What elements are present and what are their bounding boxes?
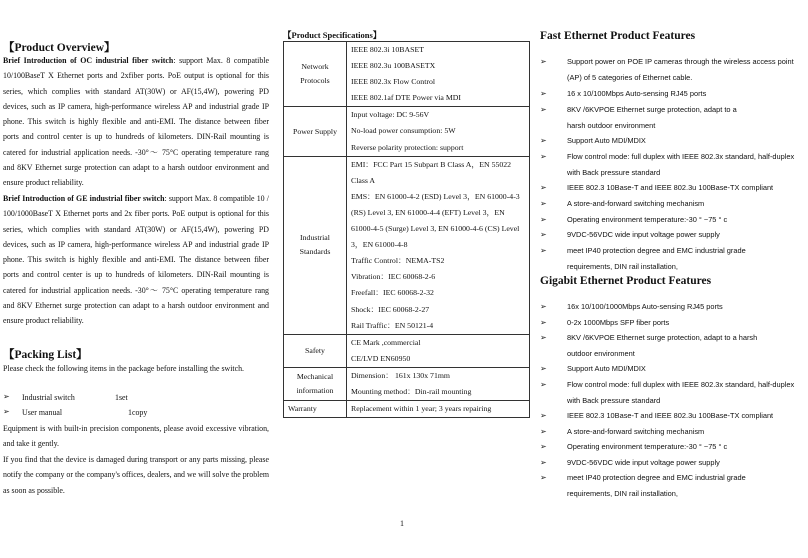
arrow-bullet-icon: ➢ <box>540 302 547 311</box>
arrow-bullet-icon: ➢ <box>540 442 547 451</box>
spec-key: Network Protocols <box>284 42 347 107</box>
spec-value: EMI：FCC Part 15 Subpart B Class A，EN 55022 Class A <box>351 159 512 185</box>
arrow-bullet-icon: ➢ <box>540 199 547 208</box>
arrow-bullet-icon: ➢ <box>540 246 547 255</box>
table-row <box>284 42 530 107</box>
spec-value: IEEE 802.3i 10BASET <box>351 45 424 54</box>
arrow-bullet-icon: ➢ <box>540 318 547 327</box>
packing-note-vibration: Equipment is with built-in precision components, please avoid excessive vibration, and take it gently. <box>3 424 269 449</box>
list-item: Operating environment temperature:-30 ° ~75 ° c <box>567 215 728 224</box>
list-item: 16 x 10/100Mbps Auto-sensing RJ45 ports <box>567 89 707 98</box>
packing-intro: Please check the following items in the package before installing the switch. <box>3 364 245 373</box>
list-item: 16x 10/100/1000Mbps Auto-sensing RJ45 ports <box>567 302 723 311</box>
arrow-bullet-icon: ➢ <box>540 152 547 161</box>
list-item: 9VDC-56VDC wide input voltage power supply <box>567 230 720 239</box>
spec-value: Freefall：IEC 60068-2-32 <box>351 288 434 298</box>
spec-key: Safety <box>284 334 347 367</box>
packing-title: 【Packing List】 <box>3 349 88 361</box>
spec-value: No-load power consumption: 5W <box>351 126 456 136</box>
list-item: Support power on POE IP cameras through the wireless access point (AP) of 5 categories of Ethernet cable. <box>567 57 794 82</box>
list-item: IEEE 802.3 10Base-T and IEEE 802.3u 100Base-TX compliant <box>567 411 774 420</box>
oc-intro-label: Brief Introduction of OC industrial fiber switch <box>3 56 174 65</box>
arrow-bullet-icon: ➢ <box>540 411 547 420</box>
list-item: Flow control mode: full duplex with IEEE 802.3x standard, half-duplex with Back pressure standard <box>567 152 795 177</box>
ge-intro-label: Brief Introduction of GE industrial fiber switch <box>3 194 165 203</box>
list-item: Support Auto MDI/MDIX <box>567 364 646 373</box>
list-item: 0-2x 1000Mbps SFP fiber ports <box>567 318 670 327</box>
spec-key: Mechanical information <box>284 367 347 400</box>
list-item: meet IP40 protection degree and EMC industrial grade requirements, DIN rail installation, <box>567 473 746 498</box>
oc-intro-paragraph <box>3 53 269 191</box>
spec-value: IEEE 802.3x Flow Control <box>351 77 436 87</box>
table-row <box>284 107 530 156</box>
table-row <box>284 367 530 400</box>
list-item: Support Auto MDI/MDIX <box>567 136 646 145</box>
spec-value: Rail Traffic：EN 50121-4 <box>351 320 434 330</box>
spec-value: Replacement within 1 year; 3 years repairing <box>351 404 492 414</box>
packing-item-name: User manual <box>22 408 63 417</box>
arrow-bullet-icon: ➢ <box>540 473 547 482</box>
packing-note-damage: If you find that the device is damaged during transport or any parts missing, please notify the company or the company's offices, dealers, and we will solve the problem as soon as possible. <box>3 455 269 495</box>
spec-values <box>347 367 530 400</box>
arrow-bullet-icon: ➢ <box>540 427 547 436</box>
arrow-bullet-icon: ➢ <box>540 380 547 389</box>
arrow-bullet-icon: ➢ <box>540 183 547 192</box>
spec-value: Mounting method：Din-rail mounting <box>351 386 472 396</box>
spec-value: CE Mark ,commercial <box>351 337 421 347</box>
spec-value: Traffic Control：NEMA-TS2 <box>351 256 445 266</box>
list-item: A store-and-forward switching mechanism <box>567 427 705 436</box>
packing-item-name: Industrial switch <box>22 393 75 402</box>
arrow-bullet-icon: ➢ <box>540 364 547 373</box>
spec-value: Vibration：IEC 60068-2-6 <box>351 272 436 282</box>
spec-key: Warranty <box>284 401 347 418</box>
fast-ethernet-title: Fast Ethernet Product Features <box>540 30 696 42</box>
spec-values <box>347 401 530 418</box>
spec-values <box>347 42 530 107</box>
page-number: 1 <box>400 519 404 528</box>
list-item: Operating environment temperature:-30 ° ~75 ° c <box>567 442 728 451</box>
list-item: Flow control mode: full duplex with IEEE 802.3x standard, half-duplex with Back pressure standard <box>567 380 795 405</box>
arrow-bullet-icon: ➢ <box>540 458 547 467</box>
spec-key: Power Supply <box>284 107 347 156</box>
spec-key: Industrial Standards <box>284 156 347 334</box>
arrow-bullet-icon: ➢ <box>540 333 547 342</box>
spec-value: IEEE 802.1af DTE Power via MDI <box>351 93 461 103</box>
arrow-bullet-icon: ➢ <box>540 89 547 98</box>
spec-value: CE/LVD EN60950 <box>351 353 411 363</box>
arrow-bullet-icon: ➢ <box>540 215 547 224</box>
spec-values <box>347 107 530 156</box>
table-row <box>284 401 530 418</box>
overview-title: 【Product Overview】 <box>3 42 116 54</box>
spec-values <box>347 334 530 367</box>
arrow-bullet-icon: ➢ <box>3 392 10 401</box>
list-item: 8KV /6KVPOE Ethernet surge protection, adapt to a harsh outdoor environment <box>567 333 758 358</box>
arrow-bullet-icon: ➢ <box>540 105 547 114</box>
ge-intro-paragraph <box>3 191 269 329</box>
spec-values <box>347 156 530 334</box>
list-item: 8KV /6KVPOE Ethernet surge protection, adapt to a harsh outdoor environment <box>567 105 737 130</box>
arrow-bullet-icon: ➢ <box>3 407 10 416</box>
spec-value: EMS：EN 61000-4-2 (ESD) Level 3，EN 61000-4-3 (RS) Level 3, EN 61000-4-4 (EFT) Level 3，EN 61000-4-5 (Surge) Level 3, EN 61000-4-6 (CS) Level 3，EN 61000-4-8 <box>351 191 520 250</box>
spec-value: Input voltage: DC 9-56V <box>351 110 430 120</box>
arrow-bullet-icon: ➢ <box>540 230 547 239</box>
list-item: A store-and-forward switching mechanism <box>567 199 705 208</box>
table-row <box>284 334 530 367</box>
packing-item-qty: 1set <box>115 393 128 402</box>
arrow-bullet-icon: ➢ <box>540 57 547 66</box>
list-item: 9VDC-56VDC wide input voltage power supply <box>567 458 720 467</box>
spec-value: Dimension： 161x 130x 71mm <box>351 370 450 380</box>
arrow-bullet-icon: ➢ <box>540 136 547 145</box>
specs-title: 【Product Specifications】 <box>283 30 382 40</box>
spec-value: IEEE 802.3u 100BASETX <box>351 61 436 71</box>
packing-item-qty: 1copy <box>128 408 148 417</box>
gigabit-ethernet-title: Gigabit Ethernet Product Features <box>540 275 712 287</box>
list-item: meet IP40 protection degree and EMC industrial grade requirements, DIN rail installation, <box>567 246 746 271</box>
table-row <box>284 156 530 334</box>
oc-intro-text: : support Max. 8 compatible 10/100BaseT X Ethernet ports and 2xfiber ports. PoE output is optional for this series, which complies with standard AT(30W) or AF(15,4W), powering PD devices, such as IP camera, high-performance wireless AP and industrial grade IP phone. This switch is highly flexible and anti-EMI. The distance between fiber ports and control center is up to hundreds of kilometers. DIN-Rail mounting is catered for industrial application needs. -30°～ 75°C operating temperature rang and 8KV Ethernet surge protection can adapt to a harsh outdoor environment and ensure product reliability. <box>3 56 269 188</box>
list-item: IEEE 802.3 10Base-T and IEEE 802.3u 100Base-TX compliant <box>567 183 774 192</box>
spec-value: Shock：IEC 60068-2-27 <box>351 304 430 314</box>
spec-value: Reverse polarity protection: support <box>351 142 464 152</box>
ge-intro-text: : support Max. 8 compatible 10 / 100/1000BaseT X Ethernet ports and 2x fiber ports. PoE output is optional for this series, which complies with standard AT(30W) or AF(15,4W), powering PD devices, such as IP camera, high-performance wireless AP and industrial grade IP phone. This switch is highly flexible and anti-EMI. The distance between fiber ports and control center is up to hundreds of kilometers. DIN-Rail mounting is catered for industrial application needs. -30°～ 75°C operating temperature rang and 8KV Ethernet surge protection can adapt to a harsh outdoor environment and ensure product reliability. <box>3 194 269 326</box>
specs-table <box>283 41 530 418</box>
